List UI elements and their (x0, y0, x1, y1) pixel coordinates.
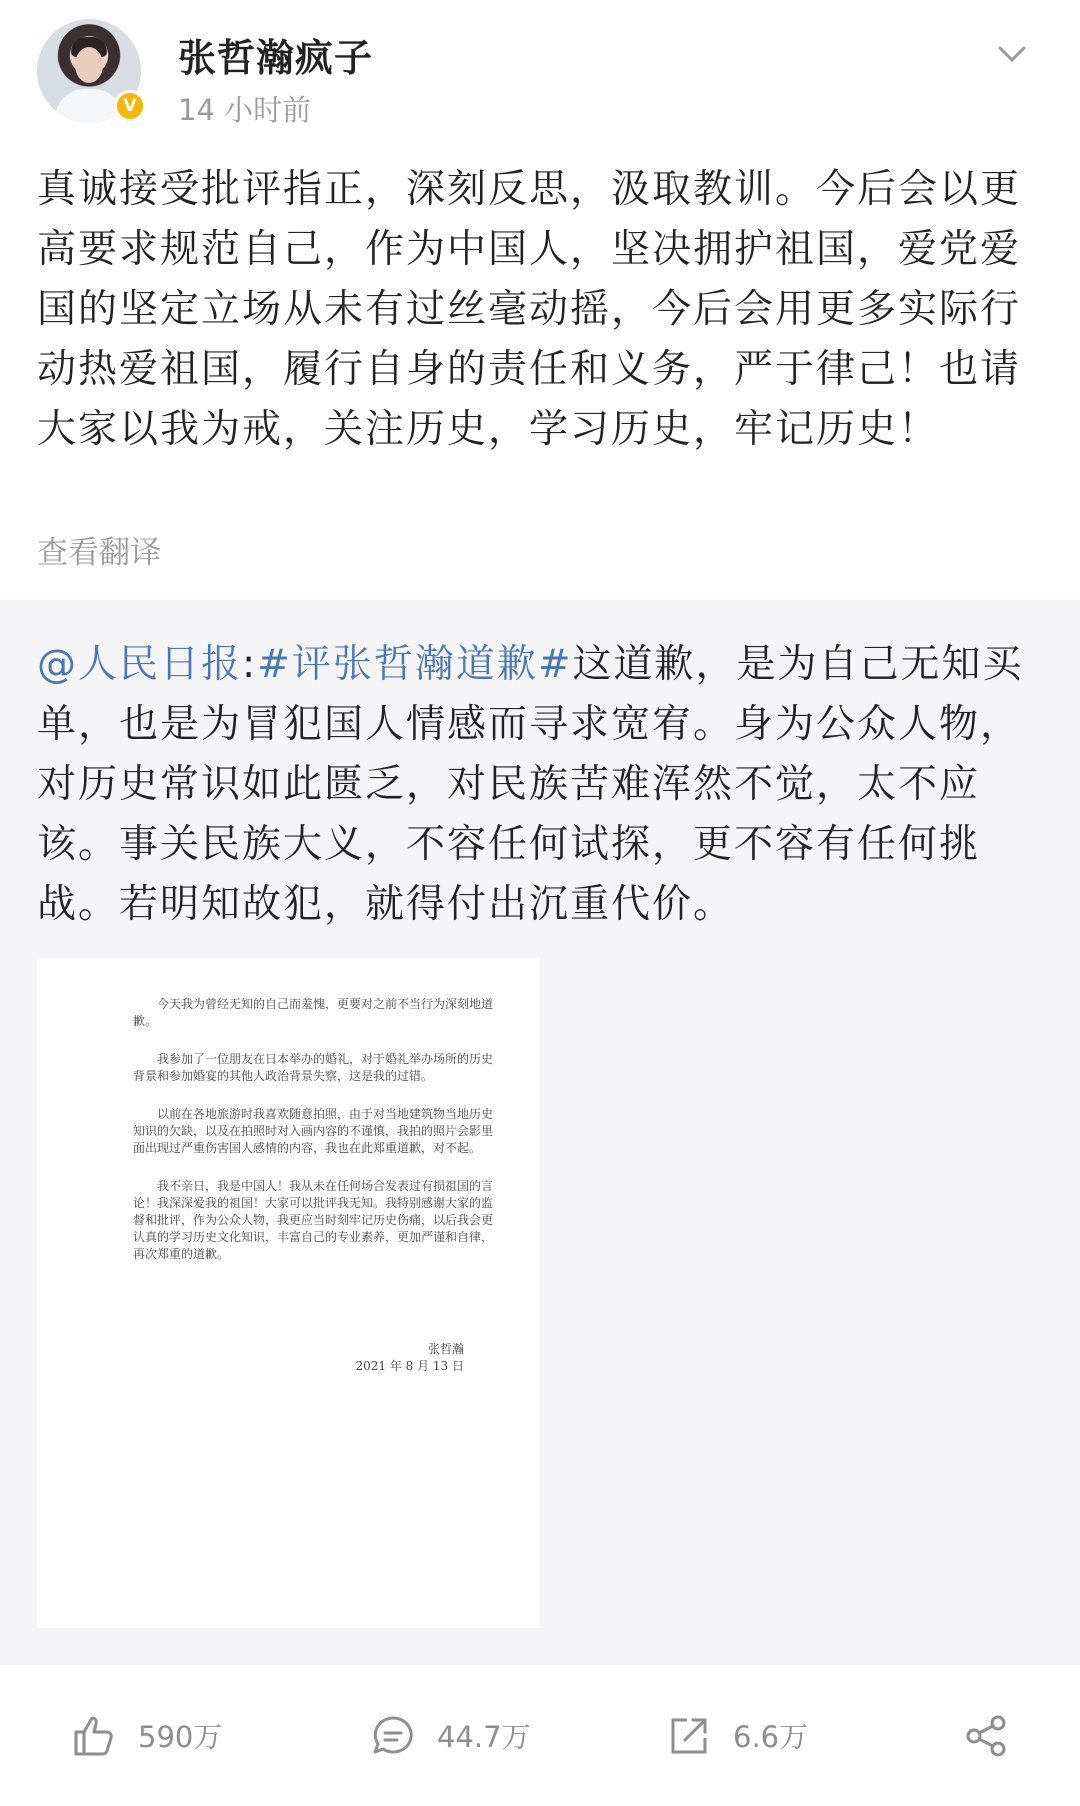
like-count: 590万 (138, 1720, 223, 1754)
letter-signature: 张哲瀚 (427, 1342, 464, 1356)
letter-date: 2021 年 8 月 13 日 (355, 1359, 464, 1373)
post-text: 真诚接受批评指正，深刻反思，汲取教训。今后会以更高要求规范自己，作为中国人，坚决拥护祖国，爱党爱国的坚定立场从未有过丝毫动摇，今后会用更多实际行动热爱祖国，履行自身的责任和义务，严于律己！也请大家以我为戒，关注历史，学习历史，牢记历史！ (37, 167, 1022, 452)
apology-letter-image[interactable] (37, 958, 540, 1628)
avatar-face (75, 47, 103, 83)
more-share-button[interactable] (962, 1665, 1010, 1806)
letter-paragraph: 今天我为曾经无知的自己而羞愧，更要对之前不当行为深刻地道歉。 (133, 997, 494, 1028)
letter-paragraph: 以前在各地旅游时我喜欢随意拍照，由于对当地建筑物当地历史知识的欠缺，以及在拍照时对入画内容的不谨慎，我拍的照片会影里面出现过严重伤害国人感情的内容，我也在此郑重道歉，对不起。 (133, 1107, 494, 1155)
comment-count: 44.7万 (437, 1720, 531, 1754)
action-bar (0, 1665, 1080, 1806)
hashtag-link[interactable]: #评张哲瀚道歉# (257, 642, 573, 687)
mention-colon: : (242, 642, 258, 687)
share-icon (665, 1712, 713, 1760)
avatar-shirt (55, 89, 123, 123)
repost-button[interactable] (665, 1665, 808, 1806)
mention-link[interactable]: @人民日报 (37, 642, 243, 687)
comment-button[interactable] (369, 1665, 531, 1806)
letter-body (133, 996, 503, 1284)
repost-body: 这道歉，是为自己无知买单，也是为冒犯国人情感而寻求宽宥。身为公众人物，对历史常识如此匮乏，对民族苦难浑然不觉，太不应该。事关民族大义，不容任何试探，更不容有任何挑战。若明知故犯，就得付出沉重代价。 (37, 642, 1024, 927)
letter-paragraph: 我参加了一位朋友在日本举办的婚礼，对于婚礼举办场所的历史背景和参加婚宴的其他人政治背景失察，这是我的过错。 (133, 1052, 494, 1083)
username[interactable]: 张哲瀚疯子 (178, 36, 374, 80)
verified-badge-icon: V (114, 90, 146, 122)
repost-card[interactable] (0, 600, 1080, 1665)
share-count: 6.6万 (733, 1720, 809, 1754)
comment-icon (369, 1712, 417, 1760)
post-header (0, 0, 1080, 150)
letter-paragraph: 我不亲日，我是中国人！我从未在任何场合发表过有损祖国的言论！我深深爱我的祖国！大家可以批评我无知。我特别感谢大家的监督和批评，作为公众人物，我更应当时刻牢记历史伤痛，以后我会更认真的学习历史文化知识，丰富自己的专业素养，更加严谨和自律，再次郑重的道歉。 (133, 1179, 494, 1261)
letter-signature-block (355, 1341, 464, 1375)
share-nodes-icon (962, 1712, 1010, 1760)
like-button[interactable] (70, 1665, 222, 1806)
thumbs-up-icon (70, 1712, 118, 1760)
chevron-down-icon[interactable] (996, 42, 1028, 66)
translate-link[interactable]: 查看翻译 (37, 535, 161, 571)
post-time: 14 小时前 (178, 93, 312, 127)
repost-text (37, 635, 1047, 935)
